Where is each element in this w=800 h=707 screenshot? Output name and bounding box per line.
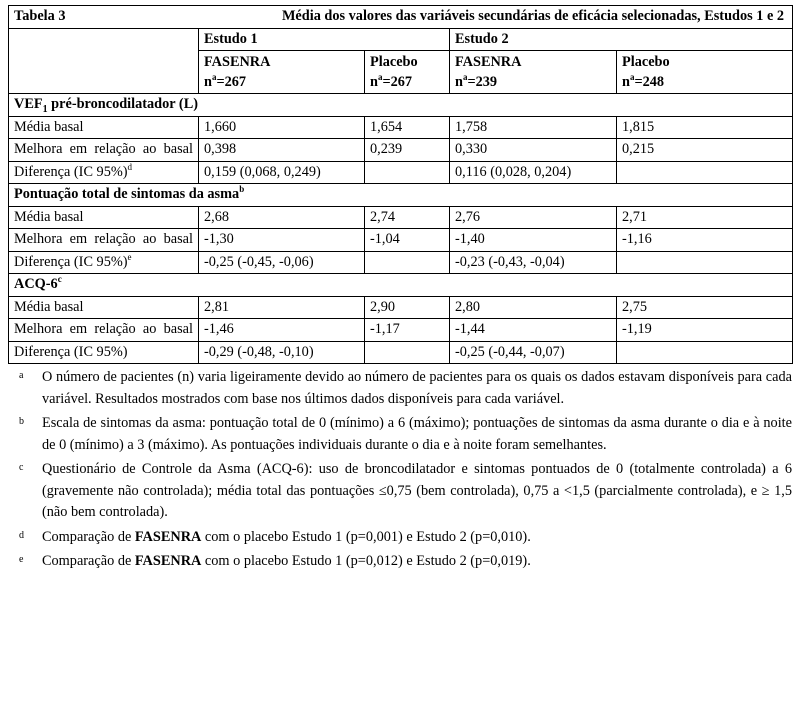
table-row bbox=[9, 229, 793, 252]
cell-s2-placebo: 2,75 bbox=[617, 296, 793, 319]
row-label: Diferença (IC 95%)$^d$ bbox=[9, 161, 199, 184]
footnote-text: Questionário de Controle da Asma (ACQ-6): uso de broncodilatador e sintomas pontuados de 0 (totalmente controlada) a 6 (gravemente não controlada); média total das pontuações ≤0,75 (bem controlada), 0,75 a <1,5 (parcialmente controlada), e ≥ 1,5 (não bem controlada). bbox=[42, 461, 792, 520]
table-row bbox=[9, 251, 793, 274]
footnotes bbox=[8, 367, 792, 573]
cell-s1-placebo: -1,04 bbox=[365, 229, 450, 252]
header-s1-placebo bbox=[365, 51, 450, 94]
cell-s2-placebo: -1,19 bbox=[617, 319, 793, 342]
cell-empty bbox=[617, 161, 793, 184]
efficacy-table bbox=[8, 5, 793, 364]
section-title-row bbox=[9, 94, 793, 117]
header-s2-fasenra-label: FASENRA bbox=[455, 54, 522, 70]
section-title-row bbox=[9, 184, 793, 207]
row-label: Diferença (IC 95%)$^e$ bbox=[9, 251, 199, 274]
cell-s1-difference: -0,29 (-0,48, -0,10) bbox=[199, 341, 365, 364]
header-s1-placebo-n: $n^a=267$ bbox=[370, 72, 413, 90]
header-s2-placebo bbox=[617, 51, 793, 94]
cell-s2-difference: 0,116 (0,028, 0,204) bbox=[450, 161, 617, 184]
row-label: Média basal bbox=[9, 296, 199, 319]
header-s1-placebo-label: Placebo bbox=[370, 54, 418, 70]
cell-s1-fasenra: -1,46 bbox=[199, 319, 365, 342]
cell-s1-placebo: 2,90 bbox=[365, 296, 450, 319]
cell-s2-fasenra: -1,44 bbox=[450, 319, 617, 342]
cell-s1-difference: 0,159 (0,068, 0,249) bbox=[199, 161, 365, 184]
footnote-marker: a bbox=[19, 370, 24, 381]
footnote-text: Escala de sintomas da asma: pontuação total de 0 (mínimo) a 6 (máximo); pontuações de sintomas da asma durante o dia e à noite de 0 (mínimo) a 3 (máximo). As pontuações individuais durante o dia e à noite foram semelhantes. bbox=[42, 415, 792, 453]
row-label: Melhora em relação ao basal bbox=[9, 229, 199, 252]
row-label: Melhora em relação ao basal bbox=[9, 319, 199, 342]
section-title: ACQ-6$^c$ bbox=[9, 274, 793, 297]
cell-empty bbox=[365, 251, 450, 274]
cell-s2-placebo: 1,815 bbox=[617, 116, 793, 139]
cell-s1-fasenra: 1,660 bbox=[199, 116, 365, 139]
footnote-a bbox=[8, 367, 792, 410]
cell-empty bbox=[617, 341, 793, 364]
row-label: Melhora em relação ao basal bbox=[9, 139, 199, 162]
cell-s2-fasenra: 2,80 bbox=[450, 296, 617, 319]
header-s2-fasenra bbox=[450, 51, 617, 94]
table-row bbox=[9, 296, 793, 319]
cell-s1-placebo: 1,654 bbox=[365, 116, 450, 139]
section-title-row bbox=[9, 274, 793, 297]
cell-s2-placebo: -1,16 bbox=[617, 229, 793, 252]
efficacy-table-document bbox=[8, 5, 792, 573]
row-label: Diferença (IC 95%) bbox=[9, 341, 199, 364]
header-s1-fasenra bbox=[199, 51, 365, 94]
table-number: Tabela 3 bbox=[14, 8, 66, 24]
cell-s1-placebo: -1,17 bbox=[365, 319, 450, 342]
table-row bbox=[9, 139, 793, 162]
row-label: Média basal bbox=[9, 116, 199, 139]
footnote-b bbox=[8, 413, 792, 456]
cell-s1-fasenra: 2,68 bbox=[199, 206, 365, 229]
header-study-2: Estudo 2 bbox=[450, 28, 793, 51]
header-row-studies bbox=[9, 28, 793, 51]
footnote-text: O número de pacientes (n) varia ligeiramente devido ao número de pacientes para os quais os dados estavam disponíveis para cada variável. Resultados mostrados com base nos últimos dados disponíveis para cada variável. bbox=[42, 369, 792, 407]
cell-empty bbox=[617, 251, 793, 274]
footnote-marker: c bbox=[19, 462, 24, 473]
table-caption-row bbox=[9, 6, 793, 29]
cell-s2-fasenra: 1,758 bbox=[450, 116, 617, 139]
header-s2-placebo-label: Placebo bbox=[622, 54, 670, 70]
table-row bbox=[9, 341, 793, 364]
table-row bbox=[9, 319, 793, 342]
cell-s2-fasenra: -1,40 bbox=[450, 229, 617, 252]
footnote-c bbox=[8, 459, 792, 524]
footnote-text: Comparação de FASENRA com o placebo Estudo 1 (p=0,001) e Estudo 2 (p=0,010). bbox=[42, 528, 531, 545]
footnote-e bbox=[8, 551, 792, 573]
cell-s1-fasenra: -1,30 bbox=[199, 229, 365, 252]
table-title: Média dos valores das variáveis secundárias de eficácia selecionadas, Estudos 1 e 2 bbox=[281, 8, 785, 24]
cell-empty bbox=[365, 161, 450, 184]
cell-s2-fasenra: 0,330 bbox=[450, 139, 617, 162]
row-label: Média basal bbox=[9, 206, 199, 229]
cell-s1-placebo: 2,74 bbox=[365, 206, 450, 229]
cell-s2-difference: -0,23 (-0,43, -0,04) bbox=[450, 251, 617, 274]
table-row bbox=[9, 161, 793, 184]
cell-s2-placebo: 2,71 bbox=[617, 206, 793, 229]
header-empty-cell bbox=[9, 28, 199, 94]
table-row bbox=[9, 116, 793, 139]
header-s2-placebo-n: $n^a=248$ bbox=[622, 72, 665, 90]
cell-s1-difference: -0,25 (-0,45, -0,06) bbox=[199, 251, 365, 274]
cell-empty bbox=[365, 341, 450, 364]
cell-s2-placebo: 0,215 bbox=[617, 139, 793, 162]
table-caption bbox=[9, 6, 793, 29]
footnote-marker: e bbox=[19, 554, 24, 565]
cell-s1-fasenra: 2,81 bbox=[199, 296, 365, 319]
cell-s2-fasenra: 2,76 bbox=[450, 206, 617, 229]
header-study-1: Estudo 1 bbox=[199, 28, 450, 51]
header-s2-fasenra-n: $n^a=239$ bbox=[455, 72, 498, 90]
cell-s2-difference: -0,25 (-0,44, -0,07) bbox=[450, 341, 617, 364]
footnote-text: Comparação de FASENRA com o placebo Estudo 1 (p=0,012) e Estudo 2 (p=0,019). bbox=[42, 553, 531, 569]
footnote-marker: d bbox=[19, 529, 24, 541]
table-row bbox=[9, 206, 793, 229]
header-s1-fasenra-n: $n^a=267$ bbox=[204, 72, 247, 90]
cell-s1-placebo: 0,239 bbox=[365, 139, 450, 162]
cell-s1-fasenra: 0,398 bbox=[199, 139, 365, 162]
footnote-marker: b bbox=[19, 416, 24, 427]
section-title: $VEF_1$ pré-broncodilatador (L) bbox=[9, 94, 793, 117]
footnote-d bbox=[8, 527, 792, 549]
section-title: Pontuação total de sintomas da asma$^b$ bbox=[9, 184, 793, 207]
header-s1-fasenra-label: FASENRA bbox=[204, 54, 271, 70]
